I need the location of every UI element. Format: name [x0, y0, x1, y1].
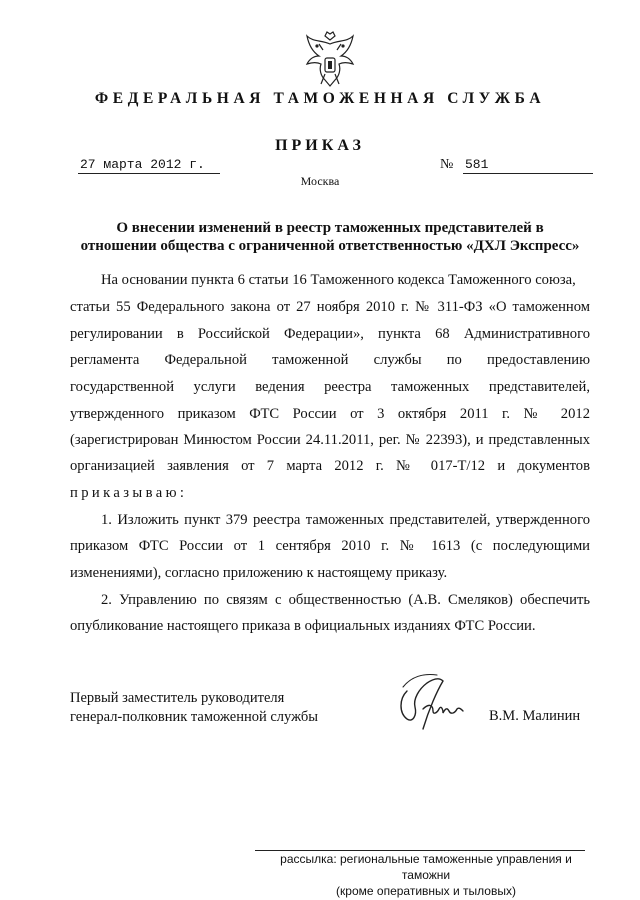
- body-line: На основании пункта 6 статьи 16 Таможенного кодекса Таможенного союза,: [101, 272, 576, 288]
- distribution-list: [256, 851, 596, 899]
- body-line: утвержденного приказом ФТС России от 3 октября 2011 г. № 2012: [70, 406, 590, 422]
- order-number-prefix: №: [440, 157, 454, 172]
- signer-name: В.М. Малинин: [489, 708, 581, 724]
- agency-name: ФЕДЕРАЛЬНАЯ ТАМОЖЕННАЯ СЛУЖБА: [94, 90, 546, 107]
- subject-line: отношении общества с ограниченной ответственностью «ДХЛ Экспресс»: [80, 238, 580, 254]
- signer-position-line: генерал-полковник таможенной службы: [70, 709, 319, 725]
- signer-position: [70, 689, 318, 727]
- order-date: 27 марта 2012 г.: [78, 157, 220, 174]
- subject-line: О внесении изменений в реестр таможенных представителей в: [116, 220, 544, 236]
- body-line-order-verb: приказываю:: [70, 485, 188, 501]
- distribution-line: рассылка: региональные таможенные управления и таможни: [280, 852, 572, 882]
- order-number: 581: [463, 157, 593, 174]
- handwritten-signature: [393, 669, 469, 739]
- body-line: изменениями), согласно приложению к настоящему приказу.: [70, 565, 448, 581]
- body-line: государственной услуги ведения реестра таможенных представителей,: [70, 379, 590, 395]
- body-line-item-1: 1. Изложить пункт 379 реестра таможенных представителей, утвержденного: [101, 512, 590, 528]
- body-line-item-2: 2. Управлению по связям с общественностью (А.В. Смеляков) обеспечить: [101, 592, 590, 608]
- body-line: приказом ФТС России от 1 сентября 2010 г. № 1613 (с последующими: [70, 538, 590, 554]
- body-line: организацией заявления от 7 марта 2012 г. № 017-Т/12 и документов: [70, 458, 590, 474]
- city: Москва: [300, 174, 340, 188]
- body-line: статьи 55 Федерального закона от 27 ноября 2010 г. № 311-ФЗ «О таможенном: [70, 299, 590, 315]
- double-headed-eagle-emblem: [303, 30, 357, 88]
- body-line: регулировании в Российской Федерации», пункта 68 Административного: [70, 326, 590, 342]
- body-line: регламента Федеральной таможенной службы по предоставлению: [70, 352, 590, 368]
- order-subject: [70, 219, 590, 255]
- signer-position-line: Первый заместитель руководителя: [70, 690, 285, 706]
- body-line: опубликование настоящего приказа в официальных изданиях ФТС России.: [70, 618, 536, 634]
- distribution-line: (кроме оперативных и тыловых): [336, 884, 516, 898]
- body-line: (зарегистрирован Минюстом России 24.11.2011, рег. № 22393), и представленных: [70, 432, 590, 448]
- document-type: ПРИКАЗ: [275, 137, 365, 154]
